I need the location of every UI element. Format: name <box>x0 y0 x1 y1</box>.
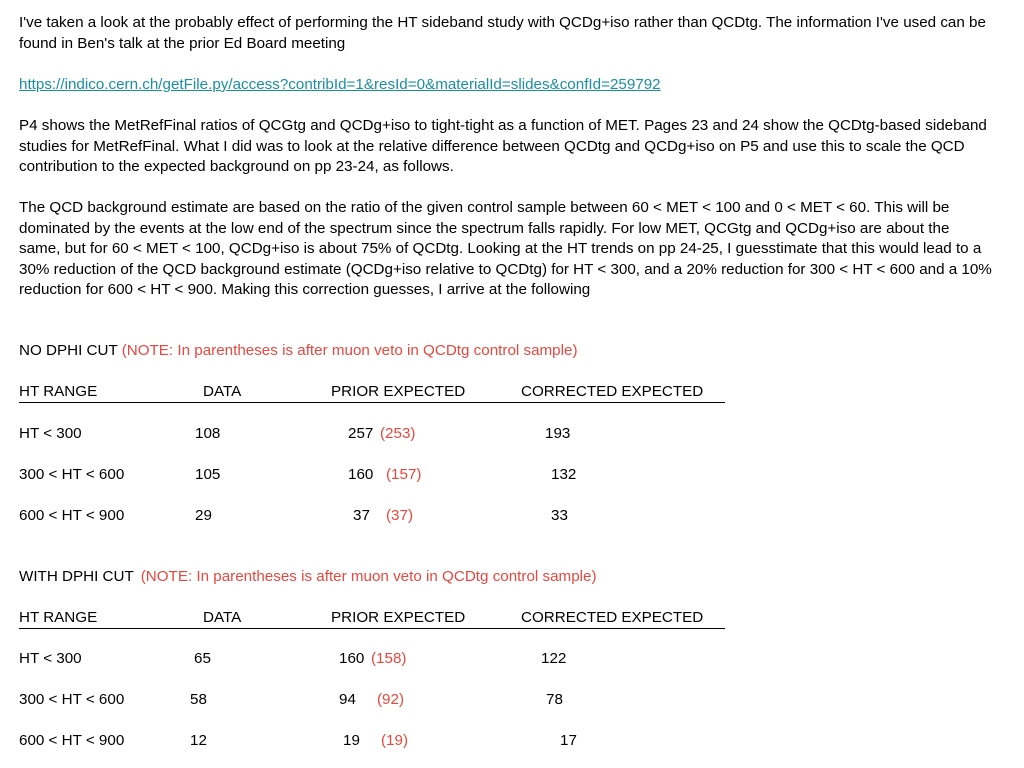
row-veto: (158) <box>371 650 407 667</box>
table1-header-row <box>19 382 725 403</box>
row-corrected: 193 <box>545 425 571 442</box>
slides-link[interactable]: https://indico.cern.ch/getFile.py/access?contribId=1&resId=0&materialId=slides&confId=259792 <box>19 76 661 93</box>
table1-header-corrected: CORRECTED EXPECTED <box>521 383 704 400</box>
table2-header-data: DATA <box>203 609 242 626</box>
table2-title: WITH DPHI CUT <box>19 568 134 585</box>
row-data: 58 <box>190 691 207 708</box>
table2-header-corrected: CORRECTED EXPECTED <box>521 609 704 626</box>
row-prior: 257 <box>348 425 374 442</box>
table1-header-prior: PRIOR EXPECTED <box>331 383 466 400</box>
row-range: 600 < HT < 900 <box>19 507 125 524</box>
row-corrected: 78 <box>546 691 563 708</box>
estimate-paragraph: The QCD background estimate are based on the ratio of the given control sample between 60 < MET < 100 and 0 < MET < 60. This will be dominated by the events at the low end of the spectrum since the spectrum falls rapidly. For low MET, QCGtg and QCDg+iso are about the same, but for 60 < MET < 100, QCDg+iso is about 75% of QCDtg. Looking at the HT trends on pp 24-25, I guesstimate that this would lead to a 30% reduction of the QCD background estimate (QCDg+iso relative to QCDtg) for HT < 300, and a 20% reduction for 300 < HT < 600 and a 10% reduction for 600 < HT < 900. Making this correction guesses, I arrive at the following <box>19 199 992 298</box>
table1-note: (NOTE: In parentheses is after muon veto in QCDtg control sample) <box>121 342 578 359</box>
row-range: HT < 300 <box>19 425 82 442</box>
row-veto: (37) <box>386 507 414 524</box>
table-row <box>19 465 619 485</box>
row-data: 105 <box>195 466 221 483</box>
table2-note: (NOTE: In parentheses is after muon veto in QCDtg control sample) <box>140 568 597 585</box>
methodology-paragraph: P4 shows the MetRefFinal ratios of QCGtg and QCDg+iso to tight-tight as a function of MET. Pages 23 and 24 show the QCDtg-based sideband studies for MetRefFinal. What I did was to look at the relative difference between QCDtg and QCDg+iso on P5 and use this to scale the QCD contribution to the expected background on pp 23-24, as follows. <box>19 117 987 175</box>
row-prior: 19 <box>343 732 360 749</box>
row-veto: (92) <box>377 691 405 708</box>
row-range: 600 < HT < 900 <box>19 732 125 749</box>
table2-header-prior: PRIOR EXPECTED <box>331 609 466 626</box>
row-prior: 37 <box>353 507 370 524</box>
row-veto: (157) <box>386 466 422 483</box>
table-row <box>19 424 619 444</box>
row-corrected: 17 <box>560 732 577 749</box>
table2-header-range: HT RANGE <box>19 609 98 626</box>
row-range: 300 < HT < 600 <box>19 466 125 483</box>
row-range: 300 < HT < 600 <box>19 691 125 708</box>
row-corrected: 33 <box>551 507 568 524</box>
row-corrected: 122 <box>541 650 567 667</box>
table1-header-range: HT RANGE <box>19 383 98 400</box>
table-row <box>19 649 619 669</box>
table2-title-line <box>19 567 597 588</box>
table-row <box>19 506 619 526</box>
row-data: 12 <box>190 732 207 749</box>
table-row <box>19 690 619 710</box>
intro-paragraph: I've taken a look at the probably effect of performing the HT sideband study with QCDg+iso rather than QCDtg. The information I've used can be found in Ben's talk at the prior Ed Board meeting <box>19 14 986 52</box>
table-row <box>19 731 619 751</box>
row-corrected: 132 <box>551 466 577 483</box>
row-data: 108 <box>195 425 221 442</box>
table1-header-data: DATA <box>203 383 242 400</box>
row-data: 65 <box>194 650 211 667</box>
row-prior: 94 <box>339 691 356 708</box>
row-prior: 160 <box>339 650 365 667</box>
table2-header-row <box>19 608 725 629</box>
row-prior: 160 <box>348 466 374 483</box>
row-veto: (19) <box>381 732 409 749</box>
row-veto: (253) <box>380 425 416 442</box>
table1-title: NO DPHI CUT <box>19 342 118 359</box>
row-range: HT < 300 <box>19 650 82 667</box>
table1-title-line <box>19 341 578 362</box>
row-data: 29 <box>195 507 212 524</box>
